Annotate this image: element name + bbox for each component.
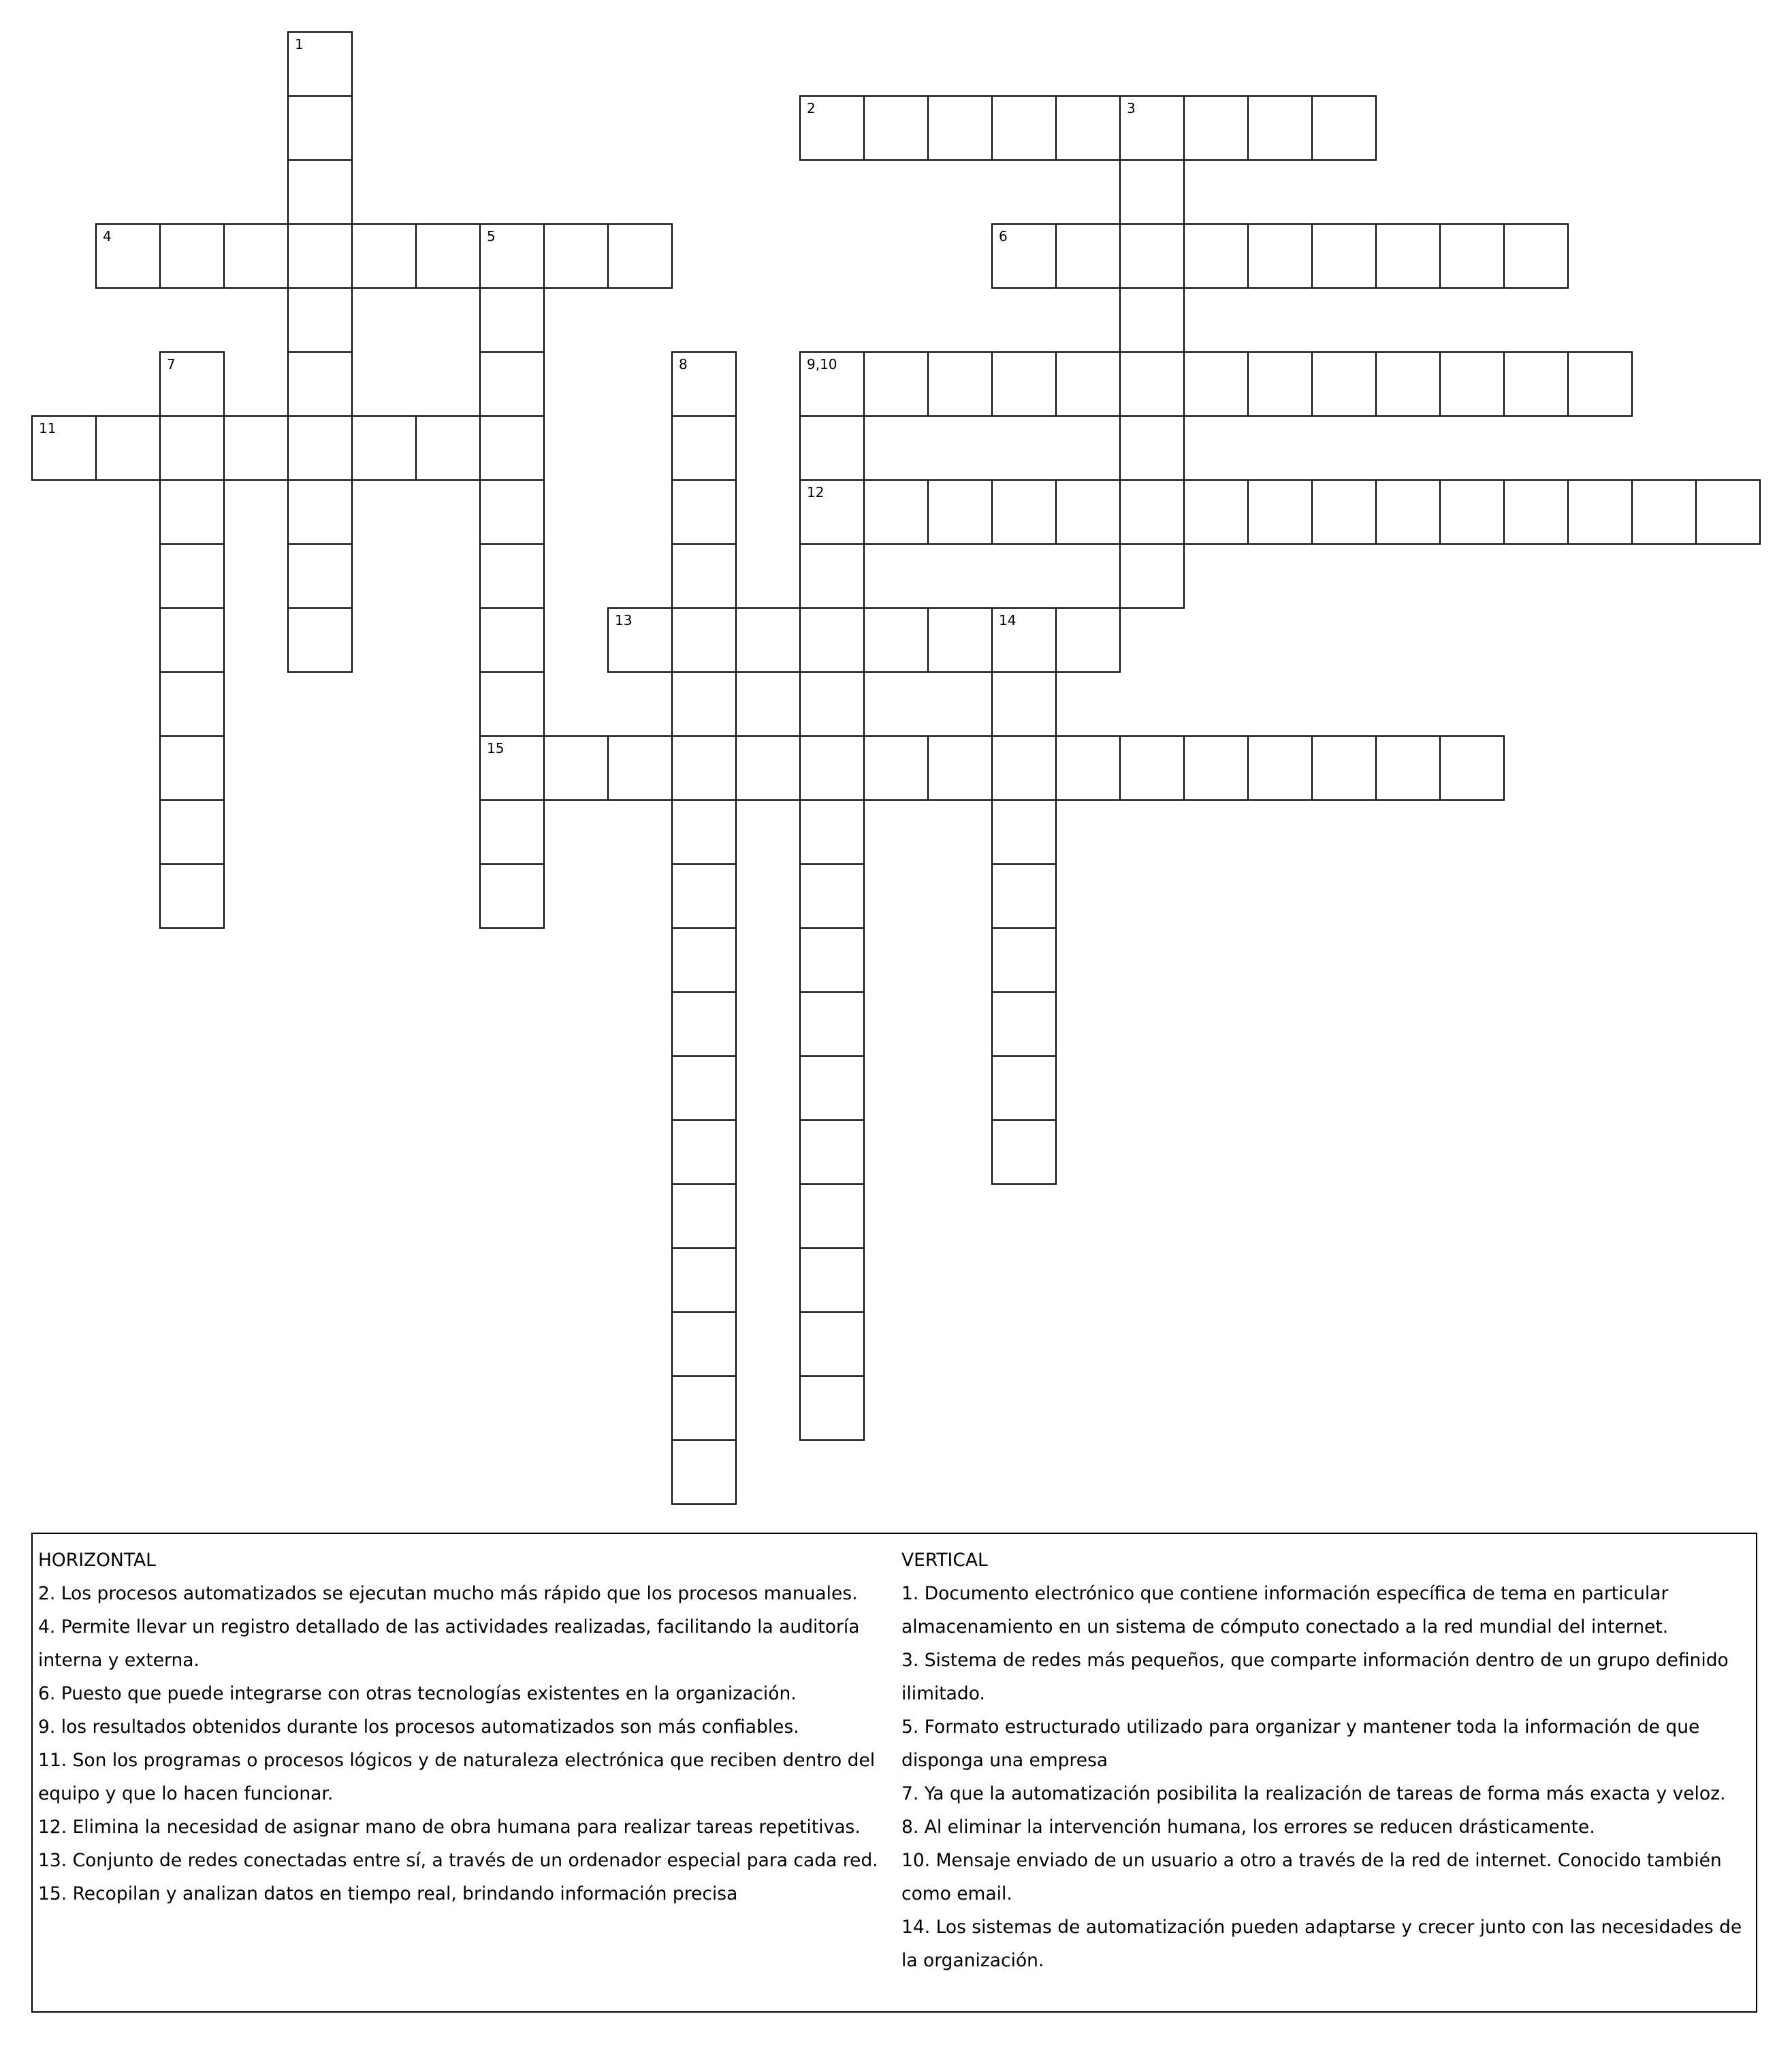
grid-cell[interactable] bbox=[671, 991, 737, 1057]
grid-cell[interactable] bbox=[543, 223, 609, 289]
grid-cell[interactable] bbox=[799, 543, 865, 609]
grid-cell[interactable] bbox=[991, 799, 1057, 865]
grid-cell[interactable] bbox=[1247, 223, 1313, 289]
grid-cell[interactable] bbox=[1631, 479, 1697, 545]
grid-cell[interactable] bbox=[223, 223, 289, 289]
grid-cell[interactable] bbox=[287, 351, 353, 417]
grid-cell[interactable] bbox=[287, 543, 353, 609]
grid-cell[interactable] bbox=[95, 223, 161, 289]
grid-cell[interactable] bbox=[351, 223, 417, 289]
cell-number: 8 bbox=[679, 356, 688, 372]
grid-cell[interactable] bbox=[1183, 735, 1249, 801]
cell-number: 3 bbox=[1127, 100, 1136, 116]
grid-cell[interactable] bbox=[287, 95, 353, 161]
clue-h-11: 11. Son los programas o procesos lógicos y de naturaleza electrónica que reciben dentro del equipo y que lo hacen funcionar. bbox=[38, 1750, 876, 1804]
grid-cell[interactable] bbox=[1439, 223, 1505, 289]
grid-cell[interactable] bbox=[991, 1119, 1057, 1185]
grid-cell[interactable] bbox=[671, 1311, 737, 1377]
clues-box bbox=[31, 1533, 1757, 2013]
grid-cell[interactable] bbox=[479, 735, 545, 801]
grid-cell[interactable] bbox=[927, 479, 993, 545]
grid-cell[interactable] bbox=[287, 607, 353, 673]
grid-cell[interactable] bbox=[1567, 351, 1633, 417]
grid-cell[interactable] bbox=[1119, 543, 1185, 609]
cell-number: 13 bbox=[615, 612, 633, 628]
grid-cell[interactable] bbox=[479, 671, 545, 737]
clue-h-4: 4. Permite llevar un registro detallado de las actividades realizadas, facilitando la auditoría interna y externa. bbox=[38, 1616, 860, 1671]
grid-cell[interactable] bbox=[1247, 95, 1313, 161]
grid-cell[interactable] bbox=[1055, 735, 1121, 801]
grid-cell[interactable] bbox=[1375, 351, 1441, 417]
clue-v-7: 7. Ya que la automatización posibilita la realización de tareas de forma más exacta y veloz. bbox=[901, 1783, 1726, 1804]
grid-cell[interactable] bbox=[991, 671, 1057, 737]
grid-cell[interactable] bbox=[671, 1439, 737, 1505]
grid-cell[interactable] bbox=[1183, 479, 1249, 545]
grid-cell[interactable] bbox=[991, 735, 1057, 801]
grid-cell[interactable] bbox=[671, 1247, 737, 1313]
grid-cell[interactable] bbox=[671, 735, 737, 801]
grid-cell[interactable] bbox=[1311, 95, 1377, 161]
grid-cell[interactable] bbox=[543, 735, 609, 801]
grid-cell[interactable] bbox=[287, 479, 353, 545]
grid-cell[interactable] bbox=[1247, 479, 1313, 545]
grid-cell[interactable] bbox=[1055, 607, 1121, 673]
clue-v-5: 5. Formato estructurado utilizado para organizar y mantener toda la información de que disponga una empresa bbox=[901, 1716, 1700, 1771]
grid-cell[interactable] bbox=[863, 351, 929, 417]
grid-cell[interactable] bbox=[799, 1247, 865, 1313]
grid-cell[interactable] bbox=[1055, 351, 1121, 417]
grid-cell[interactable] bbox=[1055, 95, 1121, 161]
grid-cell[interactable] bbox=[799, 607, 865, 673]
vertical-clues bbox=[901, 1544, 1753, 1977]
grid-cell[interactable] bbox=[991, 351, 1057, 417]
grid-cell[interactable] bbox=[607, 735, 673, 801]
grid-cell[interactable] bbox=[287, 287, 353, 353]
grid-cell[interactable] bbox=[671, 799, 737, 865]
clue-h-13: 13. Conjunto de redes conectadas entre sí, a través de un ordenador especial para cada red. bbox=[38, 1850, 878, 1871]
grid-cell[interactable] bbox=[1247, 735, 1313, 801]
grid-cell[interactable] bbox=[735, 735, 801, 801]
grid-cell[interactable] bbox=[159, 671, 225, 737]
grid-cell[interactable] bbox=[159, 223, 225, 289]
grid-cell[interactable] bbox=[1503, 223, 1569, 289]
grid-cell[interactable] bbox=[287, 223, 353, 289]
grid-cell[interactable] bbox=[1567, 479, 1633, 545]
grid-cell[interactable] bbox=[671, 479, 737, 545]
grid-cell[interactable] bbox=[671, 351, 737, 417]
cell-number: 9,10 bbox=[807, 356, 837, 372]
grid-cell[interactable] bbox=[799, 351, 865, 417]
grid-cell[interactable] bbox=[1375, 735, 1441, 801]
grid-cell[interactable] bbox=[799, 671, 865, 737]
grid-cell[interactable] bbox=[991, 991, 1057, 1057]
grid-cell[interactable] bbox=[607, 607, 673, 673]
grid-cell[interactable] bbox=[1247, 351, 1313, 417]
grid-cell[interactable] bbox=[95, 415, 161, 481]
grid-cell[interactable] bbox=[1119, 95, 1185, 161]
grid-cell[interactable] bbox=[287, 31, 353, 97]
cell-number: 15 bbox=[487, 740, 505, 756]
grid-cell[interactable] bbox=[863, 735, 929, 801]
grid-cell[interactable] bbox=[159, 607, 225, 673]
grid-cell[interactable] bbox=[1311, 351, 1377, 417]
vertical-heading: VERTICAL bbox=[901, 1550, 988, 1571]
grid-cell[interactable] bbox=[799, 415, 865, 481]
grid-cell[interactable] bbox=[927, 607, 993, 673]
grid-cell[interactable] bbox=[671, 1375, 737, 1441]
grid-cell[interactable] bbox=[1439, 479, 1505, 545]
clue-h-12: 12. Elimina la necesidad de asignar mano de obra humana para realizar tareas repetitivas. bbox=[38, 1817, 861, 1838]
grid-cell[interactable] bbox=[415, 415, 481, 481]
grid-cell[interactable] bbox=[287, 415, 353, 481]
grid-cell[interactable] bbox=[1311, 735, 1377, 801]
grid-cell[interactable] bbox=[479, 287, 545, 353]
clue-v-8: 8. Al eliminar la intervención humana, los errores se reducen drásticamente. bbox=[901, 1817, 1595, 1838]
grid-cell[interactable] bbox=[799, 1119, 865, 1185]
grid-cell[interactable] bbox=[799, 1311, 865, 1377]
grid-cell[interactable] bbox=[991, 479, 1057, 545]
grid-cell[interactable] bbox=[1503, 351, 1569, 417]
cell-number: 5 bbox=[487, 228, 496, 244]
horizontal-clues bbox=[38, 1544, 889, 1911]
clue-h-6: 6. Puesto que puede integrarse con otras tecnologías existentes en la organización. bbox=[38, 1683, 797, 1704]
cell-number: 2 bbox=[807, 100, 816, 116]
grid-cell[interactable] bbox=[1055, 223, 1121, 289]
grid-cell[interactable] bbox=[159, 479, 225, 545]
clue-h-9: 9. los resultados obtenidos durante los procesos automatizados son más confiables. bbox=[38, 1716, 799, 1738]
grid-cell[interactable] bbox=[1119, 223, 1185, 289]
horizontal-heading: HORIZONTAL bbox=[38, 1550, 156, 1571]
grid-cell[interactable] bbox=[1119, 287, 1185, 353]
grid-cell[interactable] bbox=[159, 351, 225, 417]
cell-number: 14 bbox=[999, 612, 1017, 628]
grid-cell[interactable] bbox=[479, 351, 545, 417]
grid-cell[interactable] bbox=[671, 1183, 737, 1249]
cell-number: 12 bbox=[807, 484, 825, 500]
grid-cell[interactable] bbox=[1183, 351, 1249, 417]
grid-cell[interactable] bbox=[1503, 479, 1569, 545]
clue-v-14: 14. Los sistemas de automatización pueden adaptarse y crecer junto con las necesidades de la organización. bbox=[901, 1917, 1742, 1971]
grid-cell[interactable] bbox=[287, 159, 353, 225]
grid-cell[interactable] bbox=[863, 479, 929, 545]
grid-cell[interactable] bbox=[991, 95, 1057, 161]
grid-cell[interactable] bbox=[1119, 159, 1185, 225]
grid-cell[interactable] bbox=[799, 1055, 865, 1121]
grid-cell[interactable] bbox=[671, 1119, 737, 1185]
grid-cell[interactable] bbox=[1119, 415, 1185, 481]
grid-cell[interactable] bbox=[799, 927, 865, 993]
grid-cell[interactable] bbox=[735, 607, 801, 673]
grid-cell[interactable] bbox=[479, 223, 545, 289]
grid-cell[interactable] bbox=[479, 863, 545, 929]
grid-cell[interactable] bbox=[351, 415, 417, 481]
grid-cell[interactable] bbox=[1119, 479, 1185, 545]
grid-cell[interactable] bbox=[671, 671, 737, 737]
cell-number: 6 bbox=[999, 228, 1008, 244]
grid-cell[interactable] bbox=[991, 607, 1057, 673]
grid-cell[interactable] bbox=[479, 543, 545, 609]
grid-cell[interactable] bbox=[1119, 735, 1185, 801]
grid-cell[interactable] bbox=[799, 991, 865, 1057]
grid-cell[interactable] bbox=[1311, 479, 1377, 545]
grid-cell[interactable] bbox=[415, 223, 481, 289]
grid-cell[interactable] bbox=[863, 95, 929, 161]
grid-cell[interactable] bbox=[671, 607, 737, 673]
grid-cell[interactable] bbox=[159, 415, 225, 481]
grid-cell[interactable] bbox=[1375, 479, 1441, 545]
grid-cell[interactable] bbox=[159, 543, 225, 609]
grid-cell[interactable] bbox=[991, 223, 1057, 289]
grid-cell[interactable] bbox=[671, 863, 737, 929]
grid-cell[interactable] bbox=[159, 799, 225, 865]
grid-cell[interactable] bbox=[799, 735, 865, 801]
grid-cell[interactable] bbox=[1695, 479, 1761, 545]
grid-cell[interactable] bbox=[159, 863, 225, 929]
grid-cell[interactable] bbox=[927, 351, 993, 417]
grid-cell[interactable] bbox=[799, 799, 865, 865]
grid-cell[interactable] bbox=[863, 607, 929, 673]
grid-cell[interactable] bbox=[1055, 479, 1121, 545]
grid-cell[interactable] bbox=[31, 415, 97, 481]
grid-cell[interactable] bbox=[1439, 735, 1505, 801]
grid-cell[interactable] bbox=[991, 1055, 1057, 1121]
cell-number: 11 bbox=[39, 420, 57, 436]
clue-v-1: 1. Documento electrónico que contiene información específica de tema en particular almacenamiento en un sistema de cómputo conectado a la red mundial del internet. bbox=[901, 1583, 1669, 1637]
grid-cell[interactable] bbox=[479, 799, 545, 865]
cell-number: 7 bbox=[167, 356, 176, 372]
grid-cell[interactable] bbox=[159, 735, 225, 801]
grid-cell[interactable] bbox=[927, 735, 993, 801]
grid-cell[interactable] bbox=[671, 1055, 737, 1121]
grid-cell[interactable] bbox=[927, 95, 993, 161]
grid-cell[interactable] bbox=[1183, 223, 1249, 289]
grid-cell[interactable] bbox=[479, 607, 545, 673]
grid-cell[interactable] bbox=[671, 415, 737, 481]
grid-cell[interactable] bbox=[799, 1375, 865, 1441]
grid-cell[interactable] bbox=[799, 95, 865, 161]
grid-cell[interactable] bbox=[671, 543, 737, 609]
cell-number: 1 bbox=[295, 36, 304, 52]
grid-cell[interactable] bbox=[479, 415, 545, 481]
grid-cell[interactable] bbox=[799, 479, 865, 545]
grid-cell[interactable] bbox=[991, 863, 1057, 929]
clue-v-10: 10. Mensaje enviado de un usuario a otro a través de la red de internet. Conocido también como email. bbox=[901, 1850, 1722, 1904]
grid-cell[interactable] bbox=[671, 927, 737, 993]
grid-cell[interactable] bbox=[799, 863, 865, 929]
grid-cell[interactable] bbox=[479, 479, 545, 545]
clue-v-3: 3. Sistema de redes más pequeños, que comparte información dentro de un grupo definido ilimitado. bbox=[901, 1650, 1729, 1704]
grid-cell[interactable] bbox=[799, 1183, 865, 1249]
clue-h-2: 2. Los procesos automatizados se ejecutan mucho más rápido que los procesos manuales. bbox=[38, 1583, 858, 1604]
grid-cell[interactable] bbox=[1183, 95, 1249, 161]
grid-cell[interactable] bbox=[223, 415, 289, 481]
grid-cell[interactable] bbox=[1439, 351, 1505, 417]
grid-cell[interactable] bbox=[607, 223, 673, 289]
cell-number: 4 bbox=[103, 228, 112, 244]
grid-cell[interactable] bbox=[991, 927, 1057, 993]
grid-cell[interactable] bbox=[1375, 223, 1441, 289]
grid-cell[interactable] bbox=[1119, 351, 1185, 417]
grid-cell[interactable] bbox=[1311, 223, 1377, 289]
clue-h-15: 15. Recopilan y analizan datos en tiempo real, brindando información precisa bbox=[38, 1883, 738, 1904]
